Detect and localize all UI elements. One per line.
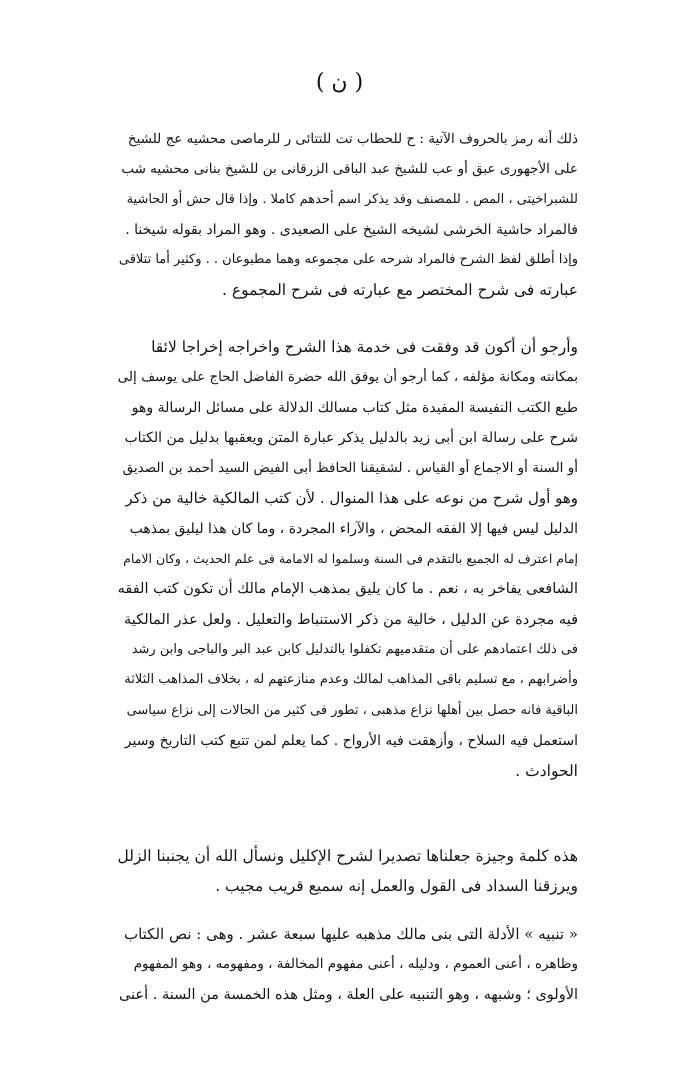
text-line: فى ذلك اعتمادهم على أن متقدميهم تكفلوا بالتدليل كابن عبد البر والباجى وابن رشد <box>131 641 578 657</box>
text-line: وأضرابهم ، مع تسليم باقى المذاهب لمالك وعدم منازعتهم له ، بخلاف المذاهب الثلاثة <box>124 672 578 688</box>
text-line: الدليل ليس فيها إلا الفقه المحض ، والآراء المجردة ، وما كان هذا ليليق بمذهب <box>129 520 578 537</box>
text-line: وإذا أطلق لفظ الشرح فالمراد شرحه على مجموعه وهما مطبوعان . . وكثير أما تتلاقى <box>118 252 578 268</box>
text-line: « تنبيه » الأدلة التى بنى مالك مذهبه عليها سبعة عشر . وهى : نص الكتاب <box>123 925 578 943</box>
text-line: للشبراخيتى ، المص . للمصنف وقد يذكر اسم أحدهم كاملا . وإذا قال حش أو الحاشية <box>126 191 578 207</box>
text-line: الحوادث . <box>515 762 578 781</box>
text-line: ويرزقنا السداد فى القول والعمل إنه سميع قريب مجيب . <box>215 877 578 896</box>
text-line: الأولوى ؛ وشبهه ، وهو التنبيه على العلة ، ومثل هذه الخمسة من السنة . أعنى <box>118 986 578 1003</box>
text-line: وأرجو أن أكون قد وفقت فى خدمة هذا الشرح واخراجه إخراجا لائقا <box>151 338 578 356</box>
text-line: على الأجهورى عبق أو عب للشيخ عبد الباقى الزرقانى بن للشيخ بنانى محشيه شب <box>121 161 578 178</box>
paragraph-symbols <box>118 124 578 306</box>
text-line: فيه مجردة عن الدليل ، خالية من ذكر الاستنباط والتعليل . ولعل عذر المالكية <box>124 611 578 628</box>
text-line: هذه كلمة وجيزة جعلناها تصديرا لشرح الإكليل ونسأل الله أن يجنبنا الزلل <box>118 847 578 865</box>
text-line: فالمراد حاشية الخرشى لشيخه الشيخ على الصعيدى . وهو المراد بقوله شيخنا . <box>125 221 578 238</box>
text-line: وظاهره ، أعنى العموم ، ودليله ، أعنى مفهوم المخالفة ، ومفهومه ، وهو المفهوم <box>133 956 578 973</box>
text-line: ذلك أنه رمز بالحروف الآتية : ح للحطاب تت للتتائى ر للرماصى محشيه عج للشيخ <box>127 131 578 147</box>
text-line: إمام اعترف له الجميع بالتقدم فى السنة وسلموا له الامامة فى علم الحديث ، وكان الامام <box>123 551 578 567</box>
paragraph-note <box>118 919 578 1010</box>
text-line: وهو أول شرح من نوعه على هذا المنوال . لأن كتب المالكية خالية من ذكر <box>125 489 578 508</box>
text-line: شرح على رسالة ابن أبى زيد بالدليل يذكر عبارة المتن ويعقبها بدليل من الكتاب <box>124 429 578 446</box>
text-line: استعمل فيه السلاح ، وأزهقت فيه الأرواح . كما يعلم لمن تتبع كتب التاريخ وسير <box>124 732 578 749</box>
text-line: الشافعى يفاخر به ، نعم . ما كان يليق بمذهب الإمام مالك أن تكون كتب الفقه <box>118 581 578 598</box>
text-line: أو السنة أو الاجماع أو القياس . لشقيقنا الحافظ أبى الفيض السيد أحمد بن الصديق <box>122 460 578 477</box>
text-line: بمكانته ومكانة مؤلفه ، كما أرجو أن يوفق الله حضرة الفاضل الحاج على يوسف إلى <box>118 369 578 386</box>
text-line: عبارته فى شرح المختصر مع عبارته فى شرح المجموع . <box>222 281 578 300</box>
paragraph-closing <box>118 841 578 902</box>
page-number: ( ن ) <box>315 70 364 95</box>
paragraph-hope <box>118 332 578 786</box>
text-line: طبع الكتب النفيسة المفيدة مثل كتاب مسالك الدلالة على مسائل الرسالة وهو <box>131 399 578 416</box>
text-line: الباقية فانه حصل بين أهلها نزاع مذهبى ، تطور فى كثير من الحالات إلى نزاع سياسى <box>126 702 578 718</box>
